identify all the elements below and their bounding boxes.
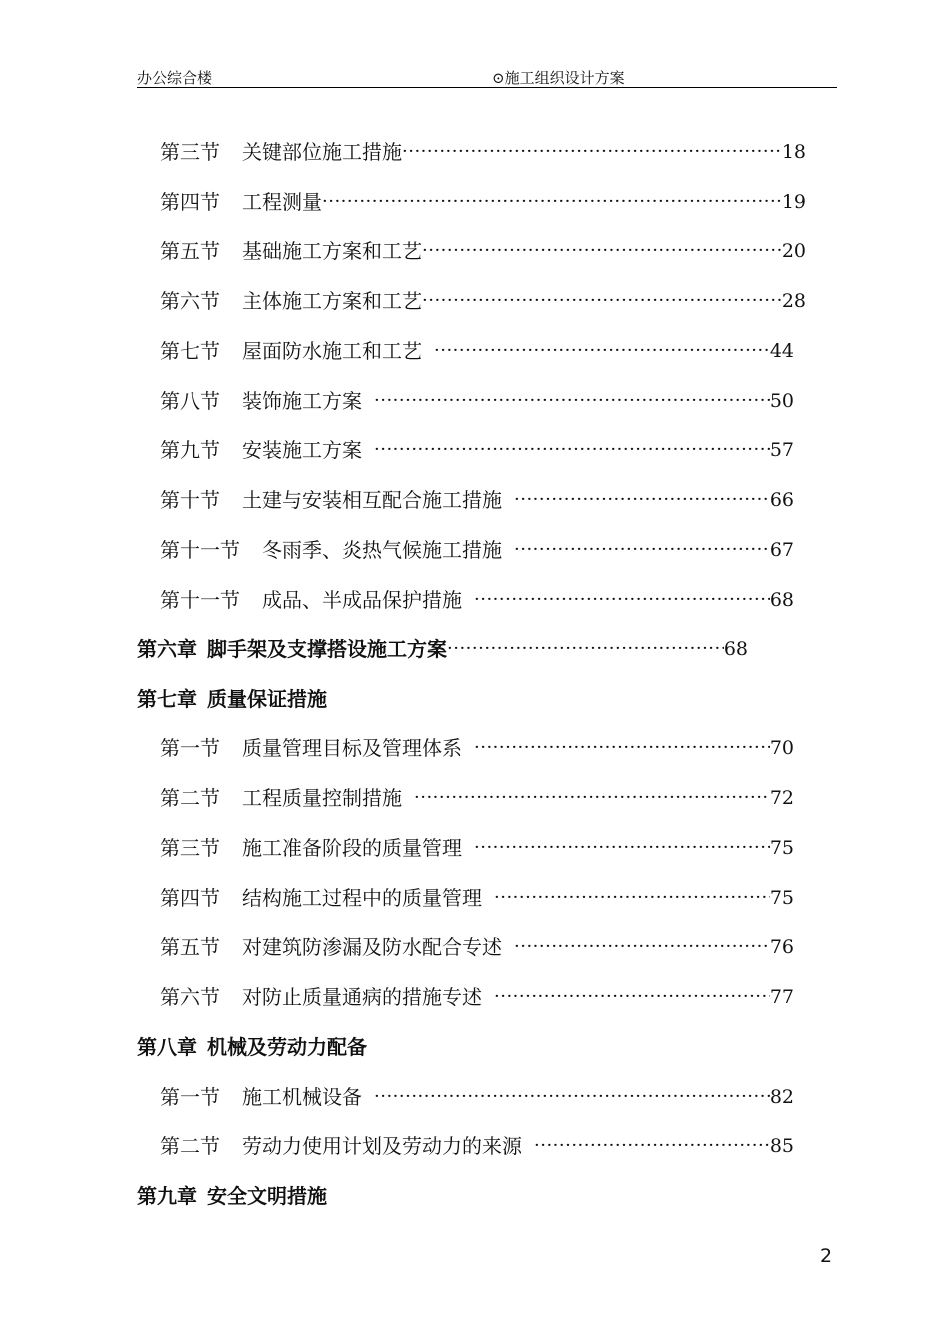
toc-entry-number: 第四节 [160,190,220,214]
toc-entry-title: 质量管理目标及管理体系 [242,736,462,760]
toc-entry-number: 第一节 [160,1085,220,1109]
toc-leader-dots [374,435,770,465]
toc-entry-title: 对防止质量通病的措施专述 [242,985,482,1009]
toc-entry-page: 77 [769,986,794,1008]
toc-entry-number: 第十一节 [160,588,240,612]
toc-entry-section[interactable] [160,1082,794,1112]
toc-entry-title: 工程测量 [242,190,322,214]
toc-entry-title: 质量保证措施 [207,687,327,711]
toc-leader-dots [422,286,782,316]
toc-entry-page: 85 [769,1135,794,1157]
toc-leader-dots [514,932,770,962]
page-number: 2 [820,1245,833,1267]
toc-entry-section[interactable] [160,187,806,217]
toc-entry-section[interactable] [160,386,794,416]
toc-entry-number: 第九章 [137,1184,197,1208]
toc-entry-number: 第六节 [160,985,220,1009]
toc-entry-title: 劳动力使用计划及劳动力的来源 [242,1134,522,1158]
toc-entry-number: 第九节 [160,438,220,462]
toc-entry-title: 机械及劳动力配备 [207,1035,367,1059]
toc-entry-number: 第二节 [160,786,220,810]
toc-entry-number: 第一节 [160,736,220,760]
toc-entry-page: 82 [769,1086,794,1108]
toc-entry-chapter[interactable] [137,684,327,714]
toc-entry-title: 屋面防水施工和工艺 [242,339,422,363]
toc-entry-page: 70 [769,737,794,759]
toc-entry-number: 第二节 [160,1134,220,1158]
toc-leader-dots [534,1131,770,1161]
toc-entry-section[interactable] [160,932,794,962]
toc-leader-dots [322,187,782,217]
toc-entry-number: 第十节 [160,488,220,512]
toc-entry-title: 脚手架及支撑搭设施工方案 [207,637,447,661]
toc-entry-section[interactable] [160,783,794,813]
toc-entry-title: 成品、半成品保护措施 [262,588,462,612]
toc-entry-page: 76 [769,936,794,958]
toc-entry-page: 18 [781,141,806,163]
toc-entry-chapter[interactable] [137,634,748,664]
toc-leader-dots [374,386,770,416]
toc-leader-dots [494,982,770,1012]
toc-entry-section[interactable] [160,1131,794,1161]
toc-entry-title: 结构施工过程中的质量管理 [242,886,482,910]
toc-leader-dots [422,236,782,266]
toc-entry-page: 67 [769,539,794,561]
toc-entry-section[interactable] [160,883,794,913]
toc-leader-dots [474,733,770,763]
toc-entry-section[interactable] [160,585,794,615]
toc-entry-page: 68 [723,638,748,660]
toc-entry-number: 第八节 [160,389,220,413]
toc-entry-title: 基础施工方案和工艺 [242,239,422,263]
header-document-title: ⊙施工组织设计方案 [492,69,625,87]
toc-entry-page: 72 [769,787,794,809]
toc-leader-dots [374,1082,770,1112]
toc-entry-page: 20 [781,240,806,262]
toc-entry-title: 施工机械设备 [242,1085,362,1109]
toc-entry-number: 第六章 [137,637,197,661]
toc-entry-section[interactable] [160,485,794,515]
toc-entry-title: 工程质量控制措施 [242,786,402,810]
toc-entry-title: 安装施工方案 [242,438,362,462]
toc-entry-page: 66 [769,489,794,511]
toc-entry-page: 50 [769,390,794,412]
header-project-name: 办公综合楼 [137,69,213,87]
toc-entry-number: 第五节 [160,935,220,959]
toc-entry-number: 第八章 [137,1035,197,1059]
toc-entry-chapter[interactable] [137,1181,327,1211]
toc-entry-title: 对建筑防渗漏及防水配合专述 [242,935,502,959]
header-divider [137,87,837,88]
toc-entry-page: 44 [769,340,794,362]
toc-entry-number: 第七节 [160,339,220,363]
toc-entry-number: 第十一节 [160,538,240,562]
toc-leader-dots [402,137,782,167]
toc-entry-title: 装饰施工方案 [242,389,362,413]
toc-entry-title: 主体施工方案和工艺 [242,289,422,313]
toc-entry-number: 第四节 [160,886,220,910]
toc-entry-page: 19 [781,191,806,213]
toc-leader-dots [474,585,770,615]
toc-entry-number: 第六节 [160,289,220,313]
toc-entry-title: 土建与安装相互配合施工措施 [242,488,502,512]
toc-entry-page: 75 [769,837,794,859]
toc-entry-page: 75 [769,887,794,909]
toc-leader-dots [514,485,770,515]
toc-entry-title: 施工准备阶段的质量管理 [242,836,462,860]
toc-entry-section[interactable] [160,435,794,465]
toc-entry-chapter[interactable] [137,1032,367,1062]
toc-entry-section[interactable] [160,733,794,763]
toc-leader-dots [494,883,770,913]
toc-entry-section[interactable] [160,336,794,366]
toc-entry-title: 安全文明措施 [207,1184,327,1208]
toc-entry-number: 第五节 [160,239,220,263]
toc-entry-section[interactable] [160,286,806,316]
toc-entry-section[interactable] [160,833,794,863]
toc-entry-section[interactable] [160,982,794,1012]
toc-entry-page: 57 [769,439,794,461]
toc-entry-title: 冬雨季、炎热气候施工措施 [262,538,502,562]
toc-leader-dots [474,833,770,863]
toc-entry-section[interactable] [160,535,794,565]
toc-entry-page: 68 [769,589,794,611]
toc-entry-number: 第三节 [160,836,220,860]
toc-entry-section[interactable] [160,236,806,266]
toc-entry-title: 关键部位施工措施 [242,140,402,164]
toc-leader-dots [414,783,770,813]
toc-leader-dots [447,634,724,664]
toc-entry-number: 第三节 [160,140,220,164]
toc-entry-section[interactable] [160,137,806,167]
toc-leader-dots [514,535,770,565]
toc-leader-dots [434,336,770,366]
toc-entry-page: 28 [781,290,806,312]
toc-entry-number: 第七章 [137,687,197,711]
